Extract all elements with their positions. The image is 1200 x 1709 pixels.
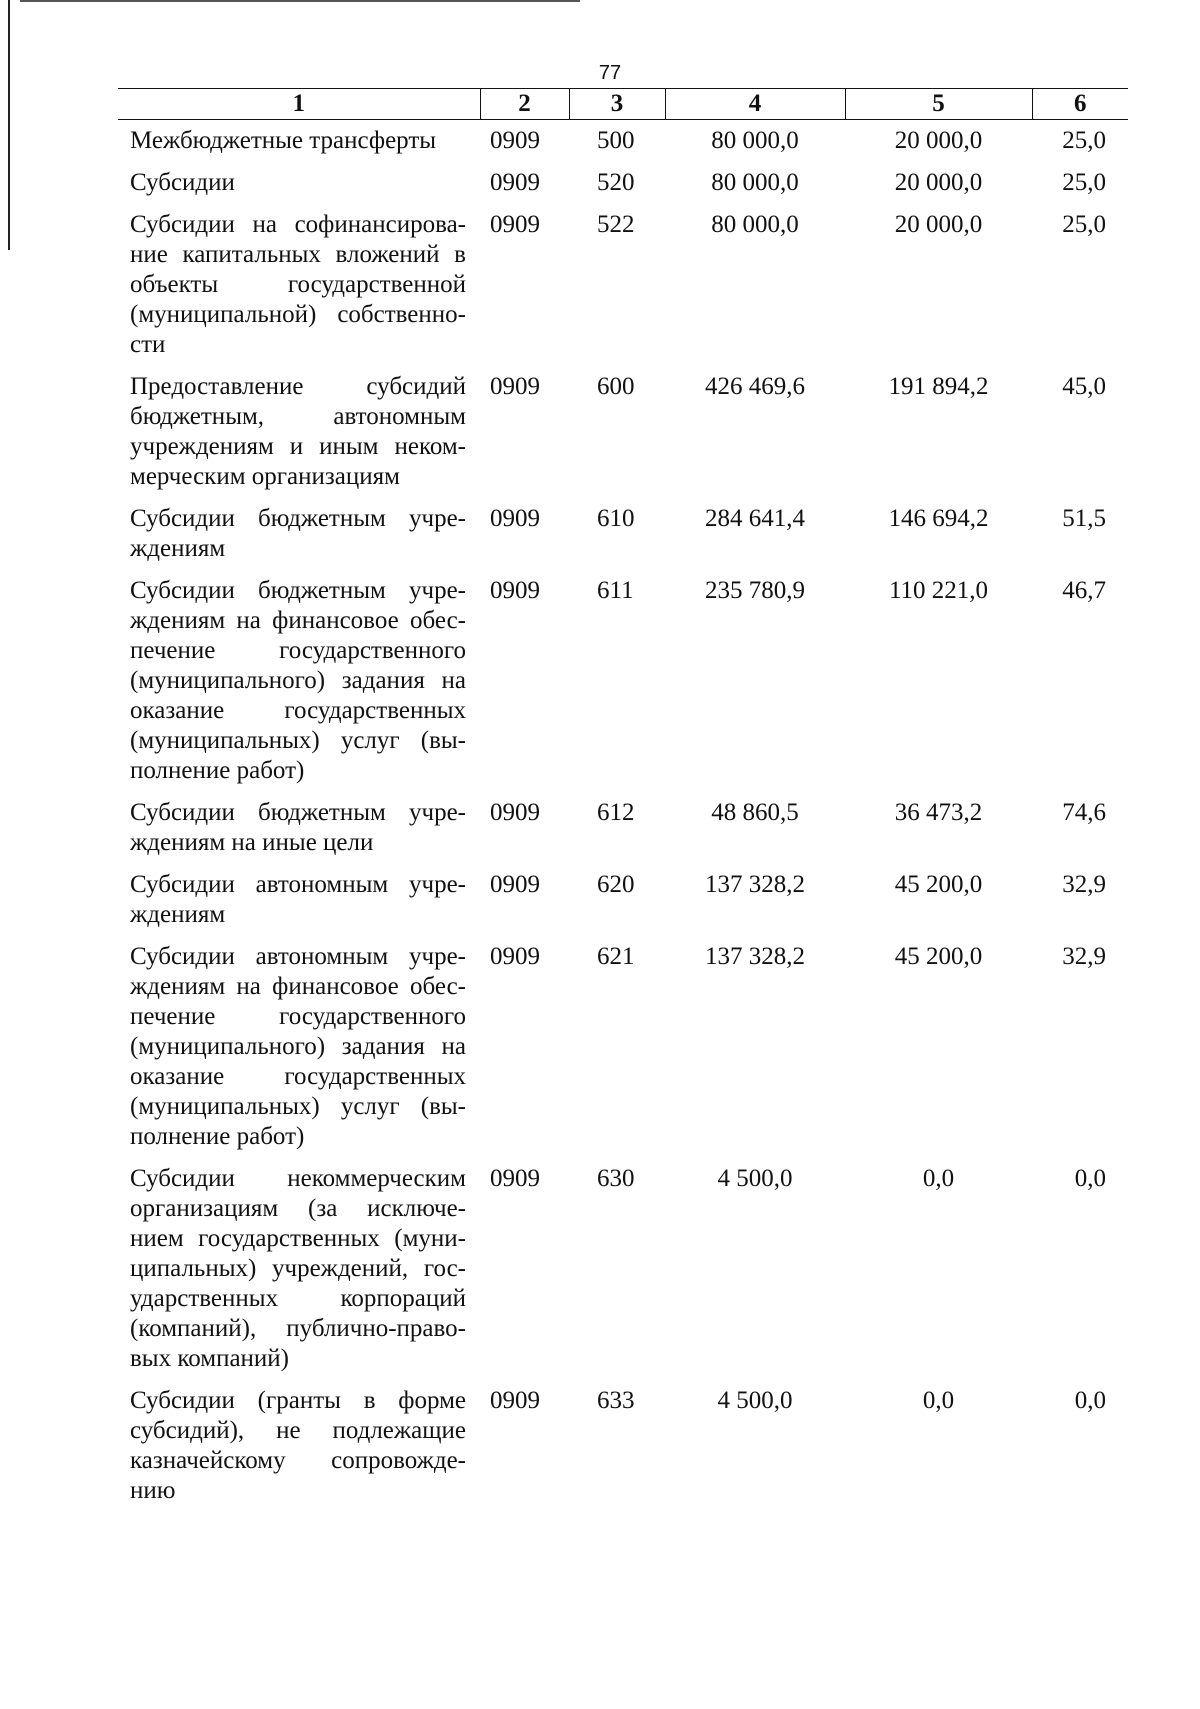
row-section-code: 0909 xyxy=(490,1165,540,1192)
row-name: Субсидии некоммерческим организациям (за исключе-нием государственных (муни-ципальных) учреждений, гос-ударственных корпораций (компаний), публично-право-вых компаний) xyxy=(130,1165,466,1372)
header-col-1: 1 xyxy=(292,90,305,117)
header-col-4: 4 xyxy=(665,89,845,120)
table-row xyxy=(118,504,1128,576)
header-col-5: 5 xyxy=(845,89,1032,120)
row-name: Субсидии бюджетным учре-ждениям xyxy=(130,505,466,562)
row-col4-value: 80 000,0 xyxy=(711,169,799,196)
row-kind-code: 612 xyxy=(597,799,635,826)
row-col6-percent: 46,7 xyxy=(1062,577,1106,604)
row-name: Межбюджетные трансферты xyxy=(130,127,437,154)
table-body xyxy=(118,120,1128,1519)
row-col6-percent: 74,6 xyxy=(1062,799,1106,826)
table-row xyxy=(118,168,1128,210)
row-col4-value: 137 328,2 xyxy=(705,871,805,898)
row-col6-percent: 0,0 xyxy=(1074,1165,1106,1192)
row-col6-percent: 32,9 xyxy=(1062,871,1106,898)
row-col4-value: 426 469,6 xyxy=(705,373,805,400)
row-name: Субсидии на софинансирова-ние капитальных вложений в объекты государственной (муниципальной) собственно-сти xyxy=(130,211,466,358)
row-col6-percent: 25,0 xyxy=(1062,211,1106,238)
row-name: Субсидии бюджетным учре-ждениям на финансовое обес-печение государственного (муниципального) задания на оказание государственных (муниципальных) услуг (вы-полнение работ) xyxy=(130,577,466,784)
table-row xyxy=(118,798,1128,870)
table-row xyxy=(118,870,1128,942)
row-name: Субсидии бюджетным учре-ждениям на иные цели xyxy=(130,799,466,856)
row-col6-percent: 25,0 xyxy=(1062,127,1106,154)
row-name: Субсидии xyxy=(130,169,235,196)
table-header xyxy=(118,89,1128,120)
row-col4-value: 284 641,4 xyxy=(705,505,805,532)
budget-table xyxy=(118,88,1128,1518)
row-name: Предоставление субсидий бюджетным, автономным учреждениям и иным неком-мерческим организациям xyxy=(130,373,466,490)
row-section-code: 0909 xyxy=(490,211,540,238)
table-row xyxy=(118,1386,1128,1518)
row-kind-code: 633 xyxy=(597,1387,635,1414)
row-col4-value: 4 500,0 xyxy=(717,1387,793,1414)
row-section-code: 0909 xyxy=(490,169,540,196)
row-col4-value: 4 500,0 xyxy=(717,1165,793,1192)
page-number: 77 xyxy=(598,62,622,84)
row-name: Субсидии (гранты в форме субсидий), не подлежащие казначейскому сопровожде-нию xyxy=(130,1387,466,1504)
table-row xyxy=(118,576,1128,798)
table-row xyxy=(118,372,1128,504)
row-col6-percent: 45,0 xyxy=(1062,373,1106,400)
row-section-code: 0909 xyxy=(490,373,540,400)
row-col5-value: 20 000,0 xyxy=(894,169,983,196)
row-col5-value: 45 200,0 xyxy=(894,871,983,898)
row-section-code: 0909 xyxy=(490,1387,540,1414)
row-kind-code: 610 xyxy=(597,505,635,532)
row-col6-percent: 51,5 xyxy=(1062,505,1106,532)
row-section-code: 0909 xyxy=(490,943,540,970)
header-col-6: 6 xyxy=(1032,89,1128,120)
row-col4-value: 80 000,0 xyxy=(711,211,799,238)
row-kind-code: 620 xyxy=(597,871,635,898)
row-col4-value: 235 780,9 xyxy=(705,577,805,604)
row-kind-code: 621 xyxy=(597,943,635,970)
row-col5-value: 45 200,0 xyxy=(894,943,983,970)
scan-edge-left xyxy=(8,0,10,250)
row-col5-value: 146 694,2 xyxy=(888,505,989,532)
row-kind-code: 500 xyxy=(597,127,635,154)
row-kind-code: 522 xyxy=(597,211,635,238)
row-kind-code: 600 xyxy=(597,373,635,400)
row-kind-code: 520 xyxy=(597,169,635,196)
row-kind-code: 630 xyxy=(597,1165,635,1192)
header-col-3: 3 xyxy=(569,89,665,120)
row-name: Субсидии автономным учре-ждениям на финансовое обес-печение государственного (муниципального) задания на оказание государственных (муниципальных) услуг (вы-полнение работ) xyxy=(130,943,466,1150)
row-col6-percent: 0,0 xyxy=(1074,1387,1106,1414)
table-row xyxy=(118,210,1128,372)
row-col6-percent: 32,9 xyxy=(1062,943,1106,970)
row-col4-value: 137 328,2 xyxy=(705,943,805,970)
row-col4-value: 80 000,0 xyxy=(711,127,799,154)
table-row xyxy=(118,1164,1128,1386)
scan-edge-top xyxy=(20,0,580,2)
row-name: Субсидии автономным учре-ждениям xyxy=(130,871,466,928)
row-col5-value: 36 473,2 xyxy=(894,799,983,826)
row-col4-value: 48 860,5 xyxy=(711,799,799,826)
row-section-code: 0909 xyxy=(490,127,540,154)
row-section-code: 0909 xyxy=(490,871,540,898)
table-row xyxy=(118,120,1128,169)
table-row xyxy=(118,942,1128,1164)
row-col5-value: 0,0 xyxy=(922,1165,955,1192)
header-col-2: 2 xyxy=(480,89,569,120)
row-section-code: 0909 xyxy=(490,577,540,604)
row-kind-code: 611 xyxy=(597,577,634,604)
row-col5-value: 20 000,0 xyxy=(894,127,983,154)
row-col5-value: 20 000,0 xyxy=(894,211,983,238)
header-row xyxy=(118,89,1128,120)
row-col6-percent: 25,0 xyxy=(1062,169,1106,196)
row-section-code: 0909 xyxy=(490,505,540,532)
row-col5-value: 0,0 xyxy=(922,1387,955,1414)
row-section-code: 0909 xyxy=(490,799,540,826)
row-col5-value: 110 221,0 xyxy=(888,577,989,604)
row-col5-value: 191 894,2 xyxy=(888,373,989,400)
